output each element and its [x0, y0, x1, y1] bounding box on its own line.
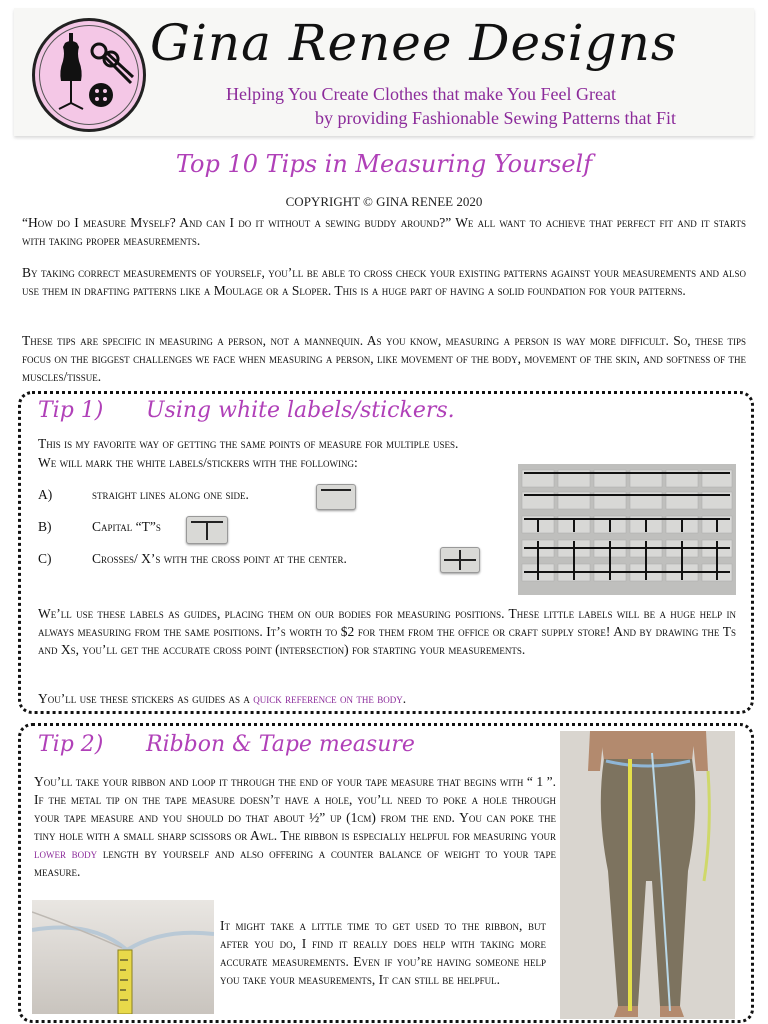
- intro-paragraph-3: These tips are specific in measuring a person, not a mannequin. As you know, measuring a person is way more difficult. So, these tips focus on the biggest challenges we face when measuring a person, like movement of the body, movement of the skin, and softness of the muscles/tissue.: [22, 333, 746, 384]
- tip-1-line-1: This is my favorite way of getting the same points of measure for multiple uses.: [38, 436, 459, 451]
- item-a-letter: A): [38, 487, 53, 502]
- lower-body-link[interactable]: lower body: [34, 846, 98, 861]
- intro-paragraph-2: By taking correct measurements of yourself, you’ll be able to cross check your existing patterns against your measurements and also use them in drafting patterns like a Moulage or a Sloper. This is a huge part of having a solid foundation for your patterns.: [22, 265, 746, 298]
- intro-paragraph-1: “How do I measure Myself? And can I do it without a sewing buddy around?” We all want to achieve that perfect fit and it starts with taking proper measurements.: [22, 215, 746, 248]
- tip-1-line-2: We will mark the white labels/stickers with the following:: [38, 455, 358, 470]
- tip-1-body: We’ll use these labels as guides, placing them on our bodies for measuring positions. These little labels will be a huge help in always measuring from the same positions. It’s worth to $2 for them from the office or craft supply store! And by drawing the Ts and Xs, you’ll get the accurate cross point (intersection) for starting your measurements.: [38, 606, 736, 657]
- brand-name: Gina Renee Designs: [150, 14, 678, 72]
- item-b-letter: B): [38, 519, 52, 534]
- document-title: Top 10 Tips in Measuring Yourself: [175, 150, 593, 178]
- ribbon-closeup-photo: [32, 900, 214, 1014]
- stickers-sheet-photo: [518, 464, 736, 595]
- tip-2-title: Ribbon & Tape measure: [146, 732, 415, 757]
- item-a-text: straight lines along one side.: [92, 487, 249, 502]
- tip-2-number: Tip 2): [38, 732, 104, 757]
- tip-2-body: You’ll take your ribbon and loop it through the end of your tape measure that begins with “ 1 ”. If the metal tip on the tape measure doesn’t have a hole, you’ll need to poke a hole through your tape measure and you should do that about ½” up (1cm) from the end. You can poke the tiny hole with a small sharp scissors or Awl. The ribbon is especially helpful for measuring your lower body length by yourself and also offering a counter balance of weight to your tape measure.: [34, 774, 556, 879]
- tip-1-title: Using white labels/stickers.: [146, 398, 455, 423]
- person-with-tape-icon: [560, 731, 735, 1019]
- item-c-letter: C): [38, 551, 52, 566]
- straight-line-label-sample: [316, 484, 356, 510]
- item-c-text: Crosses/ X’s with the cross point at the center.: [92, 551, 347, 566]
- tagline-2: by providing Fashionable Sewing Patterns that Fit: [315, 108, 676, 128]
- tip-2-body-2: It might take a little time to get used to the ribbon, but after you do, I find it really does help with taking more accurate measurements. Even if you’re having someone help you take your measurements, It can still be helpful.: [220, 918, 546, 987]
- ribbon-tape-icon: [32, 900, 214, 1014]
- logo: [32, 18, 146, 132]
- dress-form-scissors-icon: [35, 21, 143, 129]
- tagline-1: Helping You Create Clothes that make You Feel Great: [226, 84, 616, 104]
- quick-reference-link[interactable]: quick reference on the body: [253, 691, 403, 706]
- t-label-sample: [186, 516, 228, 544]
- tip-1-number: Tip 1): [38, 398, 104, 423]
- cross-label-sample: [440, 547, 480, 573]
- copyright: COPYRIGHT © GINA RENEE 2020: [285, 194, 483, 209]
- sticker-grid-icon: [518, 464, 736, 595]
- tip-1-footer: You’ll use these stickers as guides as a quick reference on the body.: [38, 691, 407, 706]
- person-measuring-photo: [560, 731, 735, 1019]
- item-b-text: Capital “T”s: [92, 519, 161, 534]
